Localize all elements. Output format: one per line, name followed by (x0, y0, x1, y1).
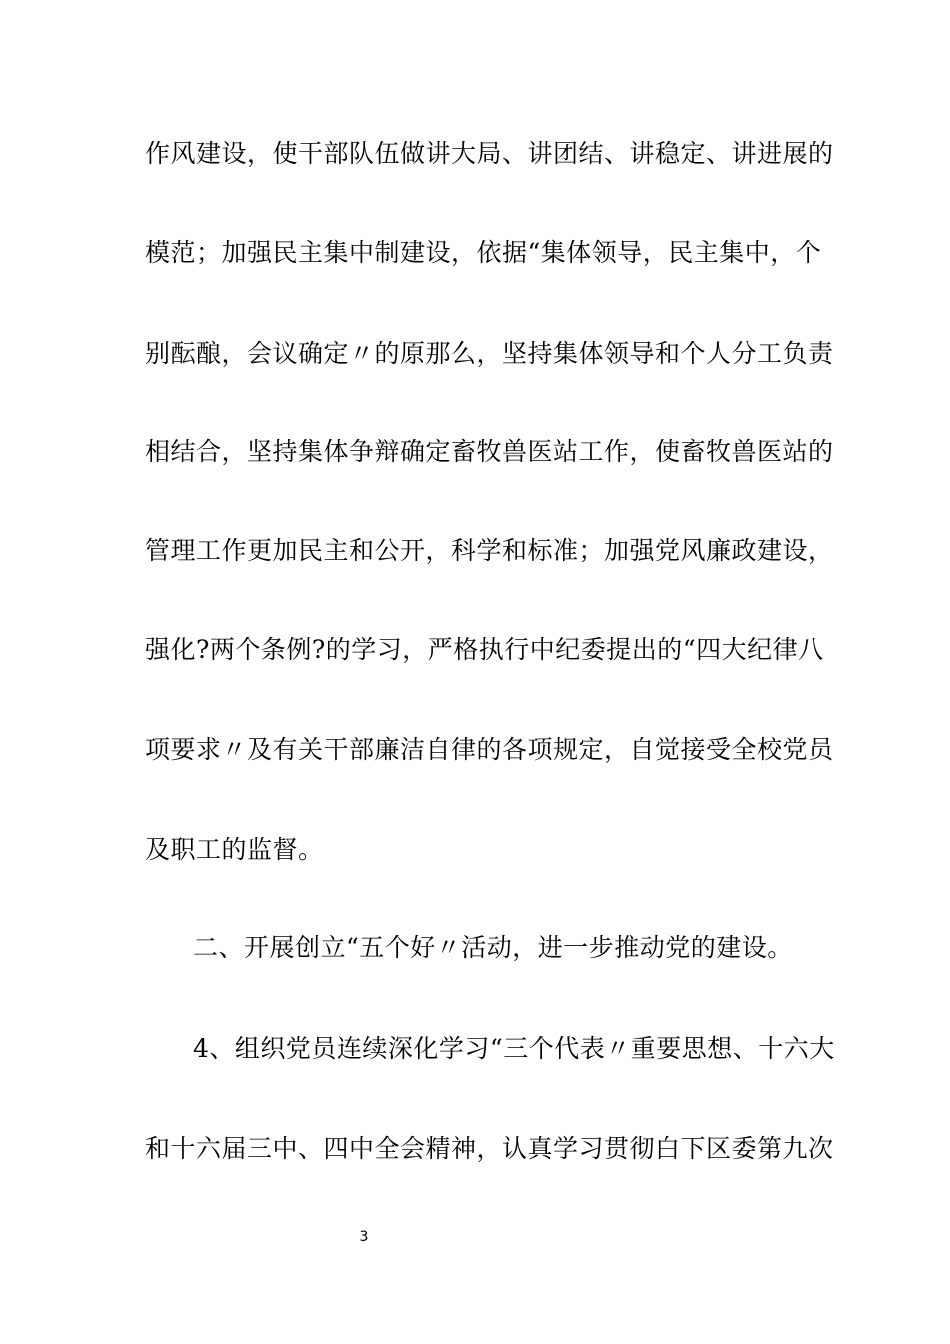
numbered-paragraph-first-line: 4、组织党员连续深化学习“三个代表〃重要思想、十六大 (193, 1034, 835, 1063)
page-number: 3 (359, 1229, 369, 1245)
body-text-line: 模范；加强民主集中制建设，依据“集体领导，民主集中，个 (145, 238, 822, 267)
body-text-line-paragraph-end: 及职工的监督。 (145, 835, 324, 864)
body-text-line: 相结合，坚持集体争辩确定畜牧兽医站工作，使畜牧兽医站的 (145, 437, 834, 466)
body-text-line: 和十六届三中、四中全会精神，认真学习贯彻白下区委第九次 (145, 1134, 834, 1163)
body-text-line: 强化?两个条例?的学习，严格执行中纪委提出的“四大纪律八 (145, 635, 824, 664)
body-text-line: 项要求〃及有关干部廉洁自律的各项规定，自觉接受全校党员 (145, 735, 834, 764)
body-text-line: 作风建设，使干部队伍做讲大局、讲团结、讲稳定、讲进展的 (145, 139, 834, 168)
body-text-line: 别酝酿，会议确定〃的原那么，坚持集体领导和个人分工负责 (145, 339, 834, 368)
section-heading: 二、开展创立“五个好〃活动，进一步推动党的建设。 (193, 933, 793, 962)
body-text-line: 管理工作更加民主和公开，科学和标准；加强党风廉政建设， (145, 536, 834, 565)
